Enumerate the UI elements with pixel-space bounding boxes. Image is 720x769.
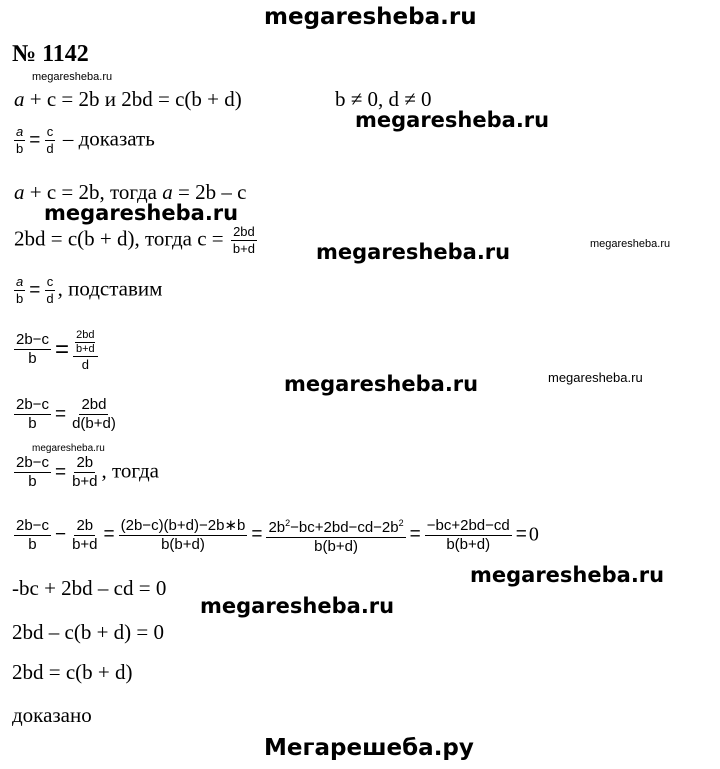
prove-line: $\frac{a}{b}$ = $\frac{c}{d}$ – доказать: [16, 124, 155, 156]
line-5: $\frac{a}{b}$ = $\frac{c}{d}$ , подставим: [16, 274, 163, 306]
line-12: 2bd = c(b + d): [12, 660, 133, 684]
line-4: 2bd = c(b + d), тогда c = $\frac{2bd}{b+d}$: [14, 224, 255, 256]
line-8: $\frac{2b-c}{b}$ = $\frac{2b}{b+d}$ , тогда: [16, 454, 159, 490]
prove-text: – доказать: [62, 126, 155, 151]
given-text: + c = 2b и 2bd = c(b + d): [24, 87, 242, 111]
watermark-small: megaresheba.ru: [590, 238, 671, 250]
site-title-top: megaresheba.ru: [264, 4, 477, 30]
line-6: $\frac{2b-c}{b}$ = $\frac{\frac{2bd}{b+d}}{d}$: [12, 326, 100, 373]
watermark-big: megaresheba.ru: [470, 563, 665, 587]
line-9: $\frac{2b-c}{b}$ − $\frac{2b}{b+d}$ = $\frac{(2b-c)(b+d)-2b∗b}{b(b+d)}$ = $\frac{2b^2-bc+2bd-cd-2b^2}{b(b+d)}$ = $\frac{-bc+2bd-cd}{b(b+d)}$ = 0: [12, 514, 539, 556]
line-10: -bc + 2bd – cd = 0: [12, 576, 167, 600]
watermark-big: megaresheba.ru: [355, 108, 550, 132]
watermark-big: megaresheba.ru: [44, 201, 239, 225]
given-line: [14, 87, 242, 112]
fraction-c-d: $\frac{c}{d}$: [46, 124, 54, 156]
watermark-big: megaresheba.ru: [284, 372, 479, 396]
var-a: a: [14, 87, 25, 111]
fraction-2bd-over-bpd: $\frac{2bd}{b+d}$: [232, 224, 255, 256]
line-3: a + c = 2b, тогда a = 2b – c: [14, 180, 247, 204]
line-7: $\frac{2b-c}{b}$ = $\frac{2bd}{d(b+d)}$: [16, 396, 116, 432]
line-11: 2bd – c(b + d) = 0: [12, 620, 164, 644]
line-13: доказано: [12, 703, 92, 727]
given-condition: b ≠ 0, d ≠ 0: [335, 87, 432, 111]
watermark-big: megaresheba.ru: [316, 240, 511, 264]
watermark-small: megaresheba.ru: [32, 71, 113, 83]
fraction-a-b: $\frac{a}{b}$: [16, 124, 24, 156]
watermark-big: megaresheba.ru: [200, 594, 395, 618]
problem-number: № 1142: [12, 41, 89, 67]
watermark-small: megaresheba.ru: [32, 443, 105, 454]
watermark-small: megaresheba.ru: [548, 370, 643, 385]
site-title-bottom: Мегарешеба.ру: [264, 735, 474, 761]
